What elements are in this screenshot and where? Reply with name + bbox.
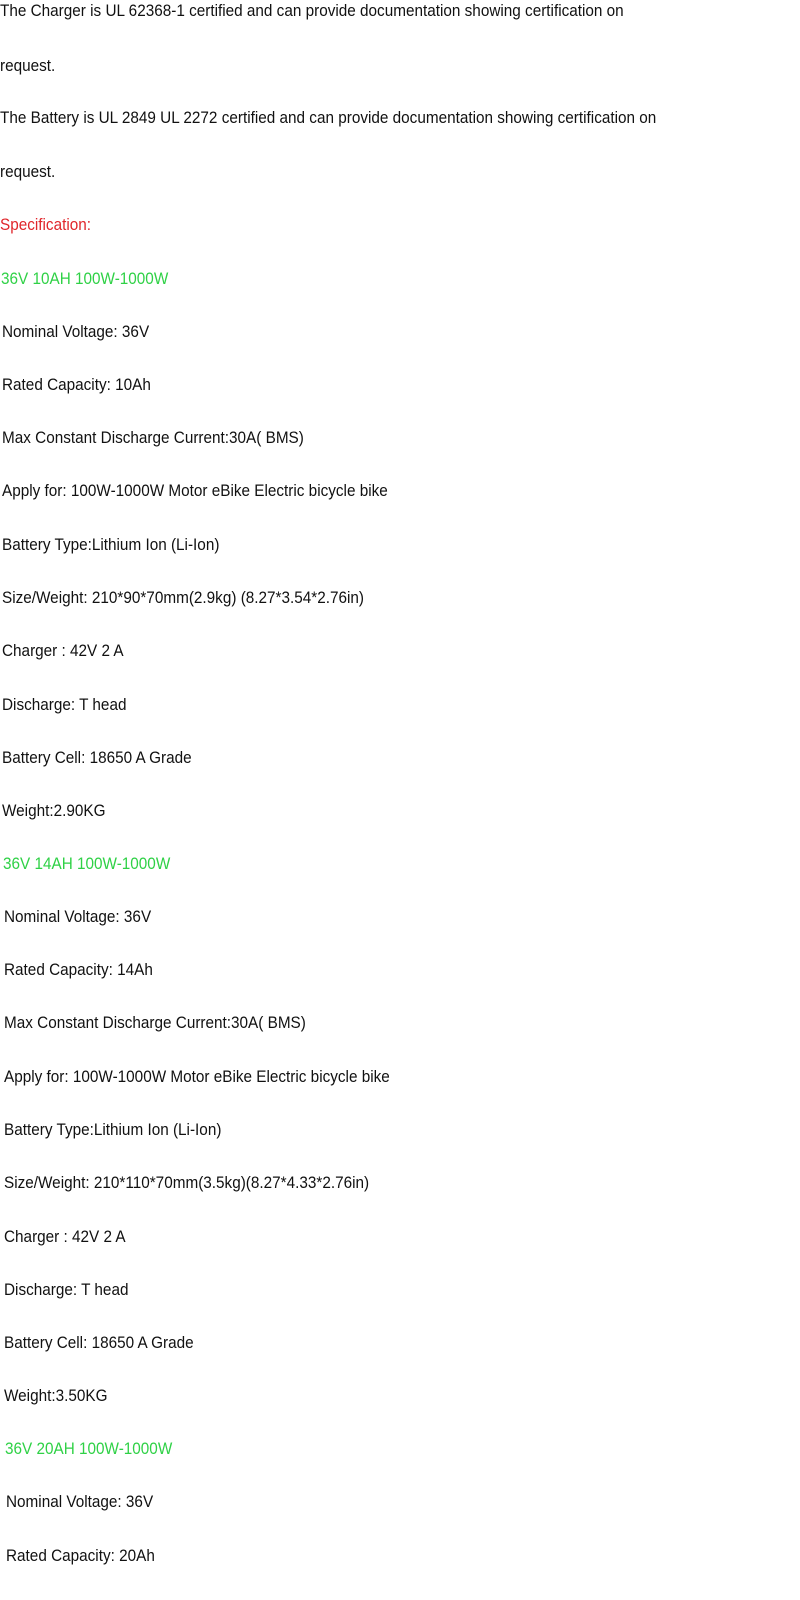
spec-line: Battery Type:Lithium Ion (Li-Ion) — [2, 535, 220, 554]
model-title: 36V 10AH 100W-1000W — [1, 269, 169, 288]
spec-line: Charger : 42V 2 A — [4, 1227, 126, 1246]
spec-line: Nominal Voltage: 36V — [4, 907, 152, 926]
battery-certification-line-2: request. — [0, 162, 56, 181]
spec-line: Apply for: 100W-1000W Motor eBike Electric bicycle bike — [2, 481, 388, 500]
spec-line: Size/Weight: 210*110*70mm(3.5kg)(8.27*4.33*2.76in) — [4, 1173, 370, 1192]
spec-line: Nominal Voltage: 36V — [2, 322, 150, 341]
battery-certification-line-1: The Battery is UL 2849 UL 2272 certified and can provide documentation showing certification on — [0, 108, 657, 127]
spec-line: Discharge: T head — [4, 1280, 129, 1299]
spec-line: Rated Capacity: 14Ah — [4, 960, 153, 979]
spec-line: Size/Weight: 210*90*70mm(2.9kg) (8.27*3.54*2.76in) — [2, 588, 365, 607]
spec-line: Battery Type:Lithium Ion (Li-Ion) — [4, 1120, 222, 1139]
spec-line: Rated Capacity: 20Ah — [6, 1546, 155, 1565]
spec-line: Discharge: T head — [2, 695, 127, 714]
charger-certification-line-1: The Charger is UL 62368-1 certified and can provide documentation showing certification on — [0, 1, 624, 20]
model-title: 36V 14AH 100W-1000W — [3, 854, 171, 873]
spec-line: Battery Cell: 18650 A Grade — [4, 1333, 194, 1352]
model-title: 36V 20AH 100W-1000W — [5, 1439, 173, 1458]
spec-line: Charger : 42V 2 A — [2, 641, 124, 660]
spec-line: Apply for: 100W-1000W Motor eBike Electric bicycle bike — [4, 1067, 390, 1086]
spec-line: Battery Cell: 18650 A Grade — [2, 748, 192, 767]
spec-line: Rated Capacity: 10Ah — [2, 375, 151, 394]
spec-line: Nominal Voltage: 36V — [6, 1492, 154, 1511]
spec-line: Max Constant Discharge Current:30A( BMS) — [2, 428, 304, 447]
spec-line: Max Constant Discharge Current:30A( BMS) — [4, 1013, 306, 1032]
specification-heading: Specification: — [0, 215, 92, 234]
spec-line: Weight:2.90KG — [2, 801, 106, 820]
charger-certification-line-2: request. — [0, 56, 56, 75]
spec-line: Weight:3.50KG — [4, 1386, 108, 1405]
